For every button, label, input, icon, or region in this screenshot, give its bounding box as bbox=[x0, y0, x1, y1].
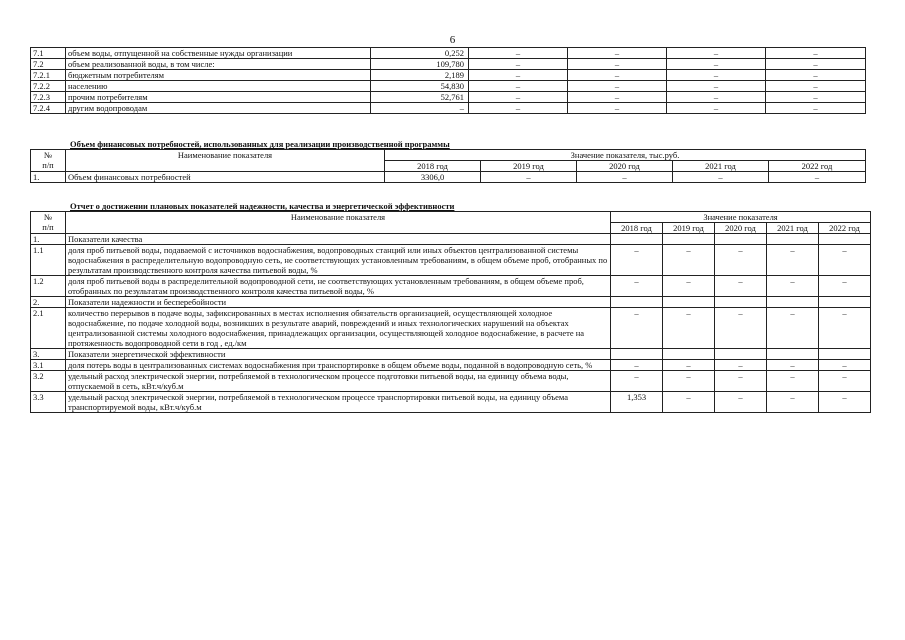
row-value bbox=[767, 234, 819, 245]
row-value: – bbox=[673, 172, 769, 183]
row-value: – bbox=[819, 308, 871, 349]
row-value: 1,353 bbox=[611, 392, 663, 413]
year-header: 2022 год bbox=[819, 223, 871, 234]
row-value: – bbox=[667, 48, 766, 59]
row-value: – bbox=[819, 276, 871, 297]
row-value: – bbox=[568, 81, 667, 92]
row-value: – bbox=[767, 371, 819, 392]
row-value bbox=[819, 234, 871, 245]
row-num: 3.1 bbox=[31, 360, 66, 371]
row-value: – bbox=[766, 81, 866, 92]
row-value: – bbox=[667, 92, 766, 103]
row-num: 1.2 bbox=[31, 276, 66, 297]
row-name: прочим потребителям bbox=[66, 92, 371, 103]
row-value: – bbox=[715, 245, 767, 276]
row-value: 0,252 bbox=[371, 48, 469, 59]
row-name: другим водопроводам bbox=[66, 103, 371, 114]
row-value: – bbox=[469, 48, 568, 59]
row-num: 7.2.4 bbox=[31, 103, 66, 114]
col-values-header: Значение показателя, тыс.руб. bbox=[385, 150, 866, 161]
table-row bbox=[31, 59, 866, 70]
page-number: 6 bbox=[449, 34, 456, 46]
row-value: 2,189 bbox=[371, 70, 469, 81]
table-row bbox=[31, 92, 866, 103]
row-value: – bbox=[715, 392, 767, 413]
col-values-header: Значение показателя bbox=[611, 212, 871, 223]
col-name-header: Наименование показателя bbox=[66, 212, 611, 234]
row-num: 3. bbox=[31, 349, 66, 360]
row-name: доля потерь воды в централизованных системах водоснабжения при транспортировке в общем объеме воды, поданной в водопроводную сеть, % bbox=[66, 360, 611, 371]
row-num: 3.2 bbox=[31, 371, 66, 392]
row-value: – bbox=[667, 59, 766, 70]
row-name: доля проб питьевой воды в распределительной водопроводной сети, не соответствующих установленным требованиям, в общем объеме проб, отобранных по результатам производственного контроля качества питьевой воды, % bbox=[66, 276, 611, 297]
year-header: 2021 год bbox=[673, 161, 769, 172]
row-name: Показатели надежности и бесперебойности bbox=[66, 297, 611, 308]
row-value: – bbox=[611, 276, 663, 297]
row-value: – bbox=[611, 245, 663, 276]
row-value: – bbox=[767, 245, 819, 276]
row-value bbox=[715, 349, 767, 360]
section3-title: Отчет о достижении плановых показателей надежности, качества и энергетической эффективности bbox=[70, 201, 455, 211]
section-header-row bbox=[31, 234, 871, 245]
row-value bbox=[767, 349, 819, 360]
row-value: – bbox=[715, 371, 767, 392]
row-value bbox=[663, 349, 715, 360]
row-value: – bbox=[568, 59, 667, 70]
section-header-row bbox=[31, 297, 871, 308]
row-num: 3.3 bbox=[31, 392, 66, 413]
row-name: бюджетным потребителям bbox=[66, 70, 371, 81]
row-value: – bbox=[568, 48, 667, 59]
row-value bbox=[715, 234, 767, 245]
col-num-header: № п/п bbox=[31, 150, 66, 172]
year-header: 2021 год bbox=[767, 223, 819, 234]
row-value: – bbox=[568, 70, 667, 81]
row-value: – bbox=[766, 70, 866, 81]
row-value: – bbox=[767, 360, 819, 371]
row-name: доля проб питьевой воды, подаваемой с источников водоснабжения, водопроводных станций или иных объектов централизованной системы водоснабжения в распределительную водопроводную сеть, не соответствующих установленным требованиям, в общем объеме проб, отобранных по результатам производственного контроля качества питьевой воды, % bbox=[66, 245, 611, 276]
table-row bbox=[31, 70, 866, 81]
table-row bbox=[31, 392, 871, 413]
row-value bbox=[611, 297, 663, 308]
table-row bbox=[31, 48, 866, 59]
col-name-header: Наименование показателя bbox=[66, 150, 385, 172]
table-row bbox=[31, 360, 871, 371]
row-value: – bbox=[371, 103, 469, 114]
row-value bbox=[715, 297, 767, 308]
row-value: – bbox=[667, 103, 766, 114]
row-value: 3306,0 bbox=[385, 172, 481, 183]
row-value: – bbox=[715, 308, 767, 349]
row-num: 1. bbox=[31, 234, 66, 245]
year-header: 2020 год bbox=[715, 223, 767, 234]
row-name: объем воды, отпущенной на собственные нужды организации bbox=[66, 48, 371, 59]
row-value: – bbox=[663, 308, 715, 349]
row-num: 1. bbox=[31, 172, 66, 183]
row-name: количество перерывов в подаче воды, зафиксированных в местах исполнения обязательств организацией, осуществляющей холодное водоснабжение, по подаче холодной воды, возникших в результате аварий, повреждений и иных технологических нарушений на объектах централизованной системы холодного водоснабжения, принадлежащих организации, осуществляющей холодное водоснабжение, в расчете на протяженность водопроводной сети в год , ед./км bbox=[66, 308, 611, 349]
row-value: 54,830 bbox=[371, 81, 469, 92]
row-value: – bbox=[819, 392, 871, 413]
row-value: – bbox=[667, 81, 766, 92]
row-name: Объем финансовых потребностей bbox=[66, 172, 385, 183]
row-value: – bbox=[819, 371, 871, 392]
row-value: – bbox=[469, 59, 568, 70]
row-value: – bbox=[469, 70, 568, 81]
row-value bbox=[663, 297, 715, 308]
row-value: – bbox=[766, 103, 866, 114]
row-value: – bbox=[469, 81, 568, 92]
row-value bbox=[767, 297, 819, 308]
year-header: 2018 год bbox=[385, 161, 481, 172]
row-value: – bbox=[819, 360, 871, 371]
row-value bbox=[611, 349, 663, 360]
row-value: – bbox=[667, 70, 766, 81]
row-value: – bbox=[663, 276, 715, 297]
row-value: – bbox=[766, 48, 866, 59]
year-header: 2022 год bbox=[769, 161, 866, 172]
row-name: населению bbox=[66, 81, 371, 92]
row-value: – bbox=[663, 360, 715, 371]
row-num: 7.2 bbox=[31, 59, 66, 70]
section-header-row bbox=[31, 349, 871, 360]
row-value: – bbox=[767, 308, 819, 349]
section2-title: Объем финансовых потребностей, использованных для реализации производственной программы bbox=[70, 139, 450, 149]
row-num: 1.1 bbox=[31, 245, 66, 276]
volumes-table bbox=[30, 47, 866, 114]
row-value: – bbox=[819, 245, 871, 276]
row-num: 7.2.2 bbox=[31, 81, 66, 92]
table-row bbox=[31, 371, 871, 392]
row-name: Показатели энергетической эффективности bbox=[66, 349, 611, 360]
row-value: – bbox=[469, 92, 568, 103]
row-value: – bbox=[469, 103, 568, 114]
row-value: – bbox=[663, 371, 715, 392]
row-value: – bbox=[715, 360, 767, 371]
year-header: 2018 год bbox=[611, 223, 663, 234]
table-row bbox=[31, 81, 866, 92]
row-num: 7.2.1 bbox=[31, 70, 66, 81]
row-value bbox=[819, 349, 871, 360]
row-num: 2. bbox=[31, 297, 66, 308]
row-name: Показатели качества bbox=[66, 234, 611, 245]
financial-needs-table bbox=[30, 149, 866, 183]
table-row bbox=[31, 245, 871, 276]
row-value: 52,761 bbox=[371, 92, 469, 103]
table-row bbox=[31, 276, 871, 297]
row-value: – bbox=[715, 276, 767, 297]
row-value: – bbox=[766, 59, 866, 70]
row-value: – bbox=[769, 172, 866, 183]
row-value: – bbox=[568, 92, 667, 103]
col-num-header: № п/п bbox=[31, 212, 66, 234]
row-value bbox=[663, 234, 715, 245]
row-value: – bbox=[577, 172, 673, 183]
row-value: – bbox=[611, 371, 663, 392]
row-value bbox=[611, 234, 663, 245]
table-row bbox=[31, 308, 871, 349]
row-num: 7.1 bbox=[31, 48, 66, 59]
row-num: 2.1 bbox=[31, 308, 66, 349]
table-row bbox=[31, 103, 866, 114]
row-value: – bbox=[766, 92, 866, 103]
row-name: удельный расход электрической энергии, потребляемой в технологическом процессе транспортировки питьевой воды, на единицу объема транспортируемой воды, кВт.ч/куб.м bbox=[66, 392, 611, 413]
row-value: – bbox=[611, 360, 663, 371]
year-header: 2019 год bbox=[481, 161, 577, 172]
row-value bbox=[819, 297, 871, 308]
row-name: удельный расход электрической энергии, потребляемой в технологическом процессе подготовки питьевой воды, на единицу объема воды, отпускаемой в сеть, кВт.ч/куб.м bbox=[66, 371, 611, 392]
indicators-table bbox=[30, 211, 871, 413]
row-value: – bbox=[767, 276, 819, 297]
row-value: – bbox=[611, 308, 663, 349]
row-value: – bbox=[663, 392, 715, 413]
row-value: – bbox=[767, 392, 819, 413]
row-value: – bbox=[568, 103, 667, 114]
year-header: 2019 год bbox=[663, 223, 715, 234]
row-value: 109,780 bbox=[371, 59, 469, 70]
row-num: 7.2.3 bbox=[31, 92, 66, 103]
row-name: объем реализованной воды, в том числе: bbox=[66, 59, 371, 70]
row-value: – bbox=[481, 172, 577, 183]
year-header: 2020 год bbox=[577, 161, 673, 172]
row-value: – bbox=[663, 245, 715, 276]
